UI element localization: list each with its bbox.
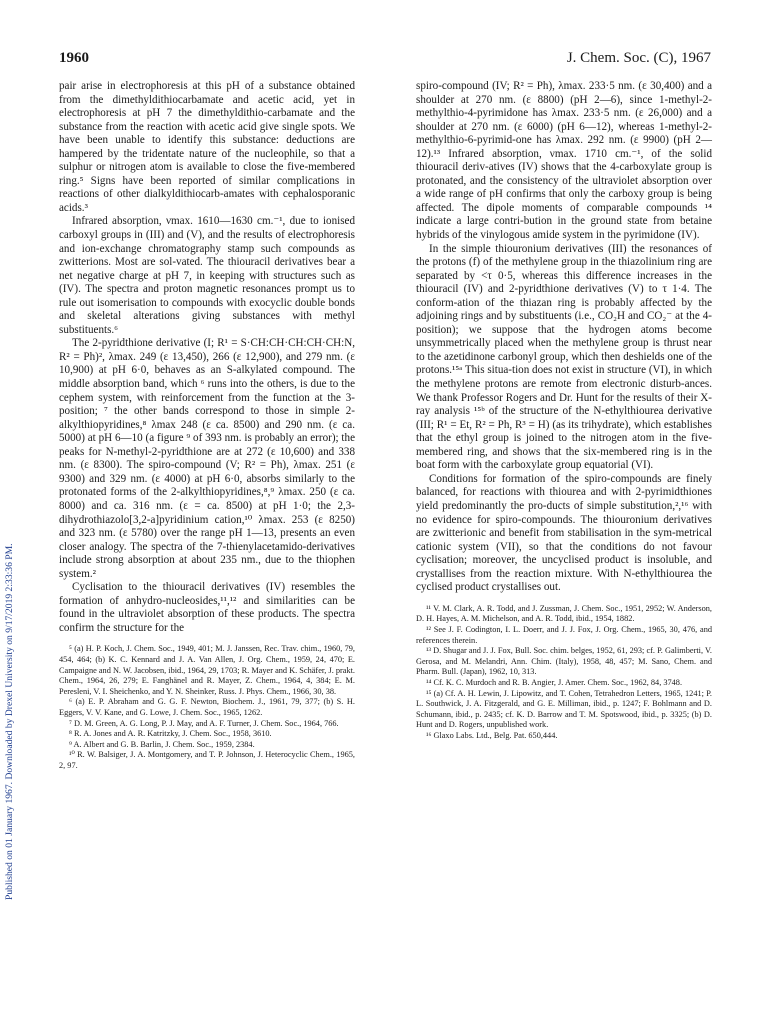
reference-item: ¹³ D. Shugar and J. J. Fox, Bull. Soc. chim. belges, 1952, 61, 293; cf. P. Galimberti, V. Gerosa, and M. Melandri, Ann. Chim. (Italy), 1958, 48, 457; M. Sano, Chem. and Pharm. Bull. (Japan), 1962, 10, 313. (416, 646, 712, 677)
right-column (416, 80, 712, 742)
paragraph: Cyclisation to the thiouracil derivatives (IV) resembles the formation of anhydro-nucleosides,¹¹,¹² and similarities can be found in the ultraviolet absorption of these products. The spectra confirm the structure for the (59, 581, 355, 634)
right-references (416, 604, 712, 742)
page-number: 1960 (59, 50, 89, 66)
left-references (59, 644, 355, 771)
reference-item: ¹⁵ (a) Cf. A. H. Lewin, J. Lipowitz, and T. Cohen, Tetrahedron Letters, 1965, 1241; P. L. Southwick, J. A. Fitzgerald, and G. E. Milliman, ibid., p. 1247; F. Bohlmann and D. Schumann, ibid., p. 2435; cf. K. D. Barrow and T. M. Spotswood, ibid., p. 3325; (b) D. Hunt and D. Rogers, unpublished work. (416, 688, 712, 730)
journal-title: J. Chem. Soc. (C), 1967 (566, 50, 711, 66)
paragraph: The 2-pyridthione derivative (I; R¹ = S·CH:CH·CH:CH·CH:N, R² = Ph)², λmax. 249 (ε 13,450), 266 (ε 12,900), and 279 nm. (ε 10,900) at pH 6·0, behaves as an S-alkylated compound. The middle absorption band, which ⁶ runs into the others, is due to the cephem system, with reinforcement from the function at the 3-position; ⁷ the other bands correspond to those in simple 2-alkylthiopyridines,⁸ λmax 248 (ε ca. 8500) and 290 nm. (ε ca. 5000) at pH 6—10 (a figure ⁹ of 393 nm. is probably an error); the peaks for N-methyl-2-pyridthione are at 272 (ε 10,600) and 338 nm. (ε 8300). The spiro-compound (V; R² = Ph), λmax. 251 (ε 9300) and 329 nm. (ε 4000) at pH 6·0, absorbs similarly to the protonated forms of the 2-alkylthiopyridines,⁸,⁹ λmax. 250 (ε ca. 8000) and ca. 316 nm. (ε = ca. 8500) at pH 1·0; the 2,3-dihydrothiazolo[3,2-a]pyridinium cation,¹⁰ λmax. 253 (ε 8250) and 323 nm. (ε 5780) over the range pH 1—13, presents an even closer analogy. The spectra of the 7-thienylacetamido-derivatives include strong absorption at about 235 nm., due to the thiophen system.² (59, 337, 355, 580)
reference-item: ⁶ (a) E. P. Abraham and G. G. F. Newton, Biochem. J., 1961, 79, 377; (b) S. H. Eggers, V. V. Kane, and G. Lowe, J. Chem. Soc., 1965, 1262. (59, 697, 355, 717)
reference-item: ⁵ (a) H. P. Koch, J. Chem. Soc., 1949, 401; M. J. Janssen, Rec. Trav. chim., 1960, 79, 454, 464; (b) K. C. Kennard and J. A. Van Allen, J. Org. Chem., 1959, 24, 470; E. Campaigne and N. W. Jacobsen, ibid., 1964, 29, 1703; R. Mayer and K. Schäfer, J. prakt. Chem., 1964, 26, 279; E. Fanghänel and R. Mayer, Z. Chem., 1964, 4, 384; E. M. Peresleni, V. I. Sheichenko, and Y. N. Sheinker, Russ. J. Phys. Chem., 1966, 30, 38. (59, 644, 355, 696)
paragraph: spiro-compound (IV; R² = Ph), λmax. 233·5 nm. (ε 30,400) and a shoulder at 270 nm. (ε 8800) (pH 2—6), since 1-methyl-2-methylthio-4-pyrimidone has λmax. 233·5 nm. (ε 26,000) and a shoulder at 270 nm. (ε 6000) (pH 6—12), whereas 1-methyl-2-methylthio-6-pyrimid-one has λmax. 292 nm. (ε 9900) (pH 2—12).¹³ Infrared absorption, νmax. 1710 cm.⁻¹, of the solid thiouracil deriv-atives (IV) shows that the 4-carboxylate group is protonated, and the consistency of the ultraviolet absorption over a wide range of pH confirms that only the carboxy group is being affected. The dipole moments of comparable compounds ¹⁴ indicate a large contri-bution in the ground state from betaine hybrids of the vinylogous amide system in the pyrimidone (IV). (416, 80, 712, 242)
reference-item: ¹² See J. F. Codington, I. L. Doerr, and J. J. Fox, J. Org. Chem., 1965, 30, 476, and references therein. (416, 624, 712, 645)
reference-item: ⁸ R. A. Jones and A. R. Katritzky, J. Chem. Soc., 1958, 3610. (69, 729, 272, 739)
page-header (59, 50, 711, 70)
left-body-text (59, 80, 355, 635)
paragraph: In the simple thiouronium derivatives (III) the resonances of the protons (f) of the methylene group in the thiazolinium ring are separated by <τ 0·5, whereas this difference increases in the thiouracil (IV) and 2-pyridthione derivatives (V) to τ 1·4. The conform-ation of the thiazan ring is probably affected by the adjoining rings and by substituents (i.e., CO₂H and CO₂⁻ at the 4-position); we suppose that the hydrogen atoms become unsymmetrically placed when the methylene group is thrust near to the azetidinone carbonyl group, which then deshields one of the protons.¹⁵ᵃ This situa-tion does not exist in structure (VI), in which the methylene protons are remote from electronic disturb-ances. We thank Professor Rogers and Dr. Hunt for the results of their X-ray analysis ¹⁵ᵇ of the structure of the N-ethylthiourea derivative (III; R¹ = Et, R² = Ph, R³ = H) (as its trihydrate), which establishes that the ethyl group is joined to the nitrogen atom in the five-membered ring, and shows that the six-membered ring is in the boat form with the carboxylate group equatorial (VI). (416, 242, 712, 472)
reference-item: ¹¹ V. M. Clark, A. R. Todd, and J. Zussman, J. Chem. Soc., 1951, 2952; W. Anderson, D. H. Hayes, A. M. Michelson, and A. R. Todd, ibid., 1954, 1882. (416, 603, 712, 624)
left-column (59, 80, 355, 772)
paragraph: Conditions for formation of the spiro-compounds are finely balanced, for reactions with thiourea and with 2-pyrimidthiones yield predominantly the pro-ducts of simple substitution,²,¹⁶ with no evidence for spiro-compounds. The thiouronium derivatives are zwitterionic and benefit from stabilisation in the sym-metrical cationic system (VII), so that the conditions do not favour cyclisation; moreover, the uncyclised product is insoluble, and crystallises from the reaction mixture. With N-ethylthiourea the cyclised product crystallises out. (416, 472, 712, 594)
paragraph: pair arise in electrophoresis at this pH of a substance obtained from the dimethyldithiocarbamate and acetic acid, yet in electrophoresis at pH 7 the dimethyldithio-carbamate and the substance from the reaction with acetic acid give single spots. We have been unable to identify this substance: deductions are hampered by the tridentate nature of the nucleophile, so that a sulphur or nitrogen atom is available to close the five-membered ring.⁵ Signs have been reported of similar complications in reactions of other dialkyldithiocarb-amates with cephalosporanic acids.³ (59, 80, 355, 214)
reference-item: ⁹ A. Albert and G. B. Barlin, J. Chem. Soc., 1959, 2384. (69, 739, 255, 749)
paragraph: Infrared absorption, νmax. 1610—1630 cm.⁻¹, due to ionised carboxyl groups in (III) and (V), and the results of electrophoresis and ion-exchange chromatography stamp such compounds as zwitterions. Most are sol-vated. The thiouracil derivatives bear a net negative charge at pH 7, in keeping with structures such as (IV). The spectra and proton magnetic resonances prompt us to rule out isomerisation to compounds with exocyclic double bonds and skeletal alterations giving substances with methyl substituents.⁶ (59, 215, 355, 336)
download-notice: Published on 01 January 1967. Downloaded by Drexel University on 9/17/2019 2:33:36 PM. (4, 543, 15, 900)
reference-item: ¹⁰ R. W. Balsiger, J. A. Montgomery, and T. P. Johnson, J. Heterocyclic Chem., 1965, 2, 97. (59, 750, 355, 770)
reference-item: ⁷ D. M. Green, A. G. Long, P. J. May, and A. F. Turner, J. Chem. Soc., 1964, 766. (69, 718, 339, 728)
reference-item: ¹⁶ Glaxo Labs. Ltd., Belg. Pat. 650,444. (426, 730, 558, 740)
right-body-text (416, 80, 712, 595)
reference-item: ¹⁴ Cf. K. C. Murdoch and R. B. Angier, J. Amer. Chem. Soc., 1962, 84, 3748. (426, 677, 683, 687)
